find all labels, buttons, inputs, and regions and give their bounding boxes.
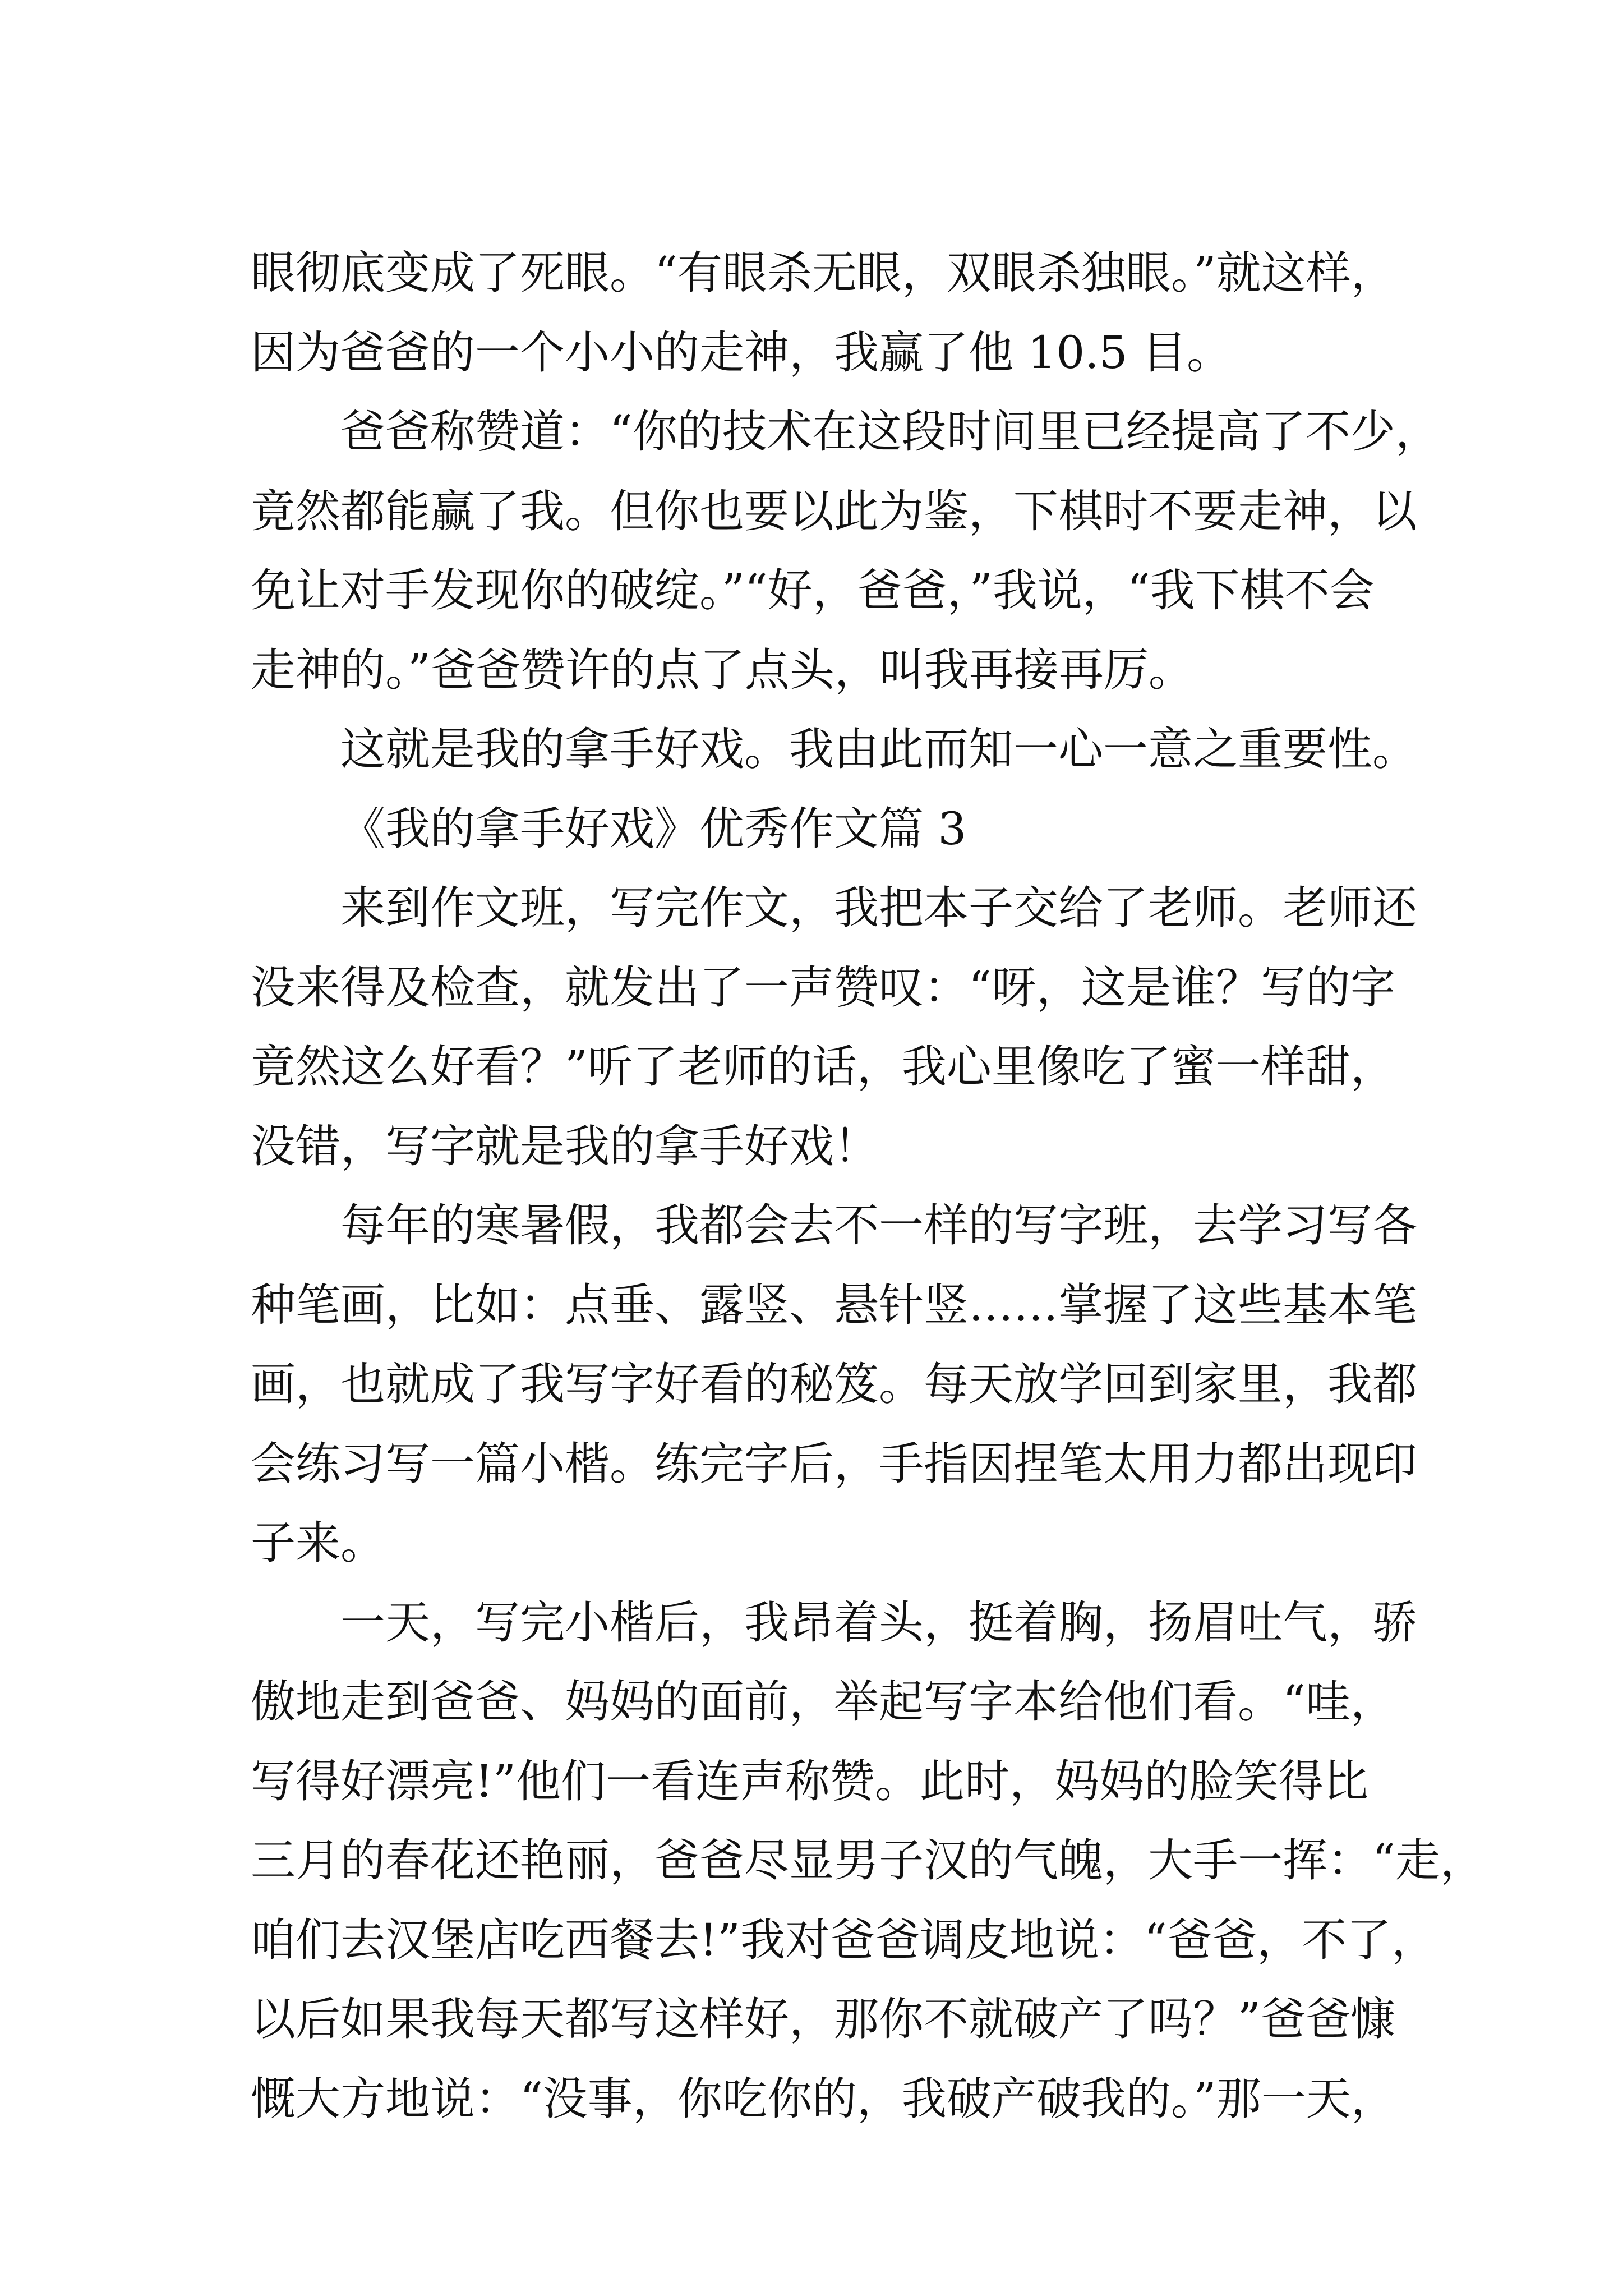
text-line: 因为爸爸的一个小小的走神，我赢了他 10.5 目。: [251, 326, 1232, 379]
body-text: [251, 233, 1485, 2138]
text-line: 来到作文班，写完作文，我把本子交给了老师。老师还: [340, 882, 1417, 934]
paragraph: [251, 1186, 1440, 1583]
section-heading: 《我的拿手好戏》优秀作文篇 3: [340, 802, 967, 855]
text-line: 每年的寒暑假，我都会去不一样的写字班，去学习写各: [340, 1199, 1417, 1251]
paragraph: [251, 868, 1440, 1186]
text-line: 咱们去汉堡店吃西餐去!”我对爸爸调皮地说：“爸爸，不了，: [251, 1913, 1436, 1966]
text-line: 以后如果我每天都写这样好，那你不就破产了吗？”爸爸慷: [251, 1993, 1395, 2045]
text-line: 慨大方地说：“没事，你吃你的，我破产破我的。”那一天，: [251, 2072, 1396, 2125]
text-line: 眼彻底变成了死眼。“有眼杀无眼，双眼杀独眼。”就这样，: [251, 247, 1396, 299]
text-line: 这就是我的拿手好戏。我由此而知一心一意之重要性。: [340, 723, 1417, 775]
text-line: 没错，写字就是我的拿手好戏！: [251, 1120, 879, 1172]
text-line: 种笔画，比如：点垂、露竖、悬针竖……掌握了这些基本笔: [251, 1278, 1417, 1331]
text-line: 写得好漂亮!”他们一看连声称赞。此时，妈妈的脸笑得比: [251, 1755, 1369, 1807]
text-line: 竟然这么好看？”听了老师的话，我心里像吃了蜜一样甜，: [251, 1041, 1395, 1093]
text-line: 傲地走到爸爸、妈妈的面前，举起写字本给他们看。“哇，: [251, 1676, 1395, 1728]
text-line: 一天，写完小楷后，我昂着头，挺着胸，扬眉吐气，骄: [340, 1596, 1417, 1649]
paragraph: [251, 710, 1440, 789]
text-line: 免让对手发现你的破绽。”“好，爸爸，”我说，“我下棋不会: [251, 564, 1375, 616]
paragraph: [251, 392, 1440, 710]
text-line: 画，也就成了我写字好看的秘笈。每天放学回到家里，我都: [251, 1358, 1417, 1410]
text-line: 会练习写一篇小楷。练完字后，手指因捏笔太用力都出现印: [251, 1437, 1417, 1490]
paragraph: [251, 1583, 1485, 2139]
text-line: 子来。: [251, 1517, 385, 1569]
paragraph: [251, 233, 1440, 392]
text-line: 三月的春花还艳丽，爸爸尽显男子汉的气魄，大手一挥：“走，: [251, 1834, 1485, 1887]
text-line: 竟然都能赢了我。但你也要以此为鉴，下棋时不要走神，以: [251, 485, 1417, 537]
text-line: 爸爸称赞道：“你的技术在这段时间里已经提高了不少，: [340, 406, 1440, 458]
text-line: 没来得及检查，就发出了一声赞叹：“呀，这是谁？写的字: [251, 961, 1395, 1014]
text-line: 走神的。”爸爸赞许的点了点头，叫我再接再厉。: [251, 643, 1193, 696]
